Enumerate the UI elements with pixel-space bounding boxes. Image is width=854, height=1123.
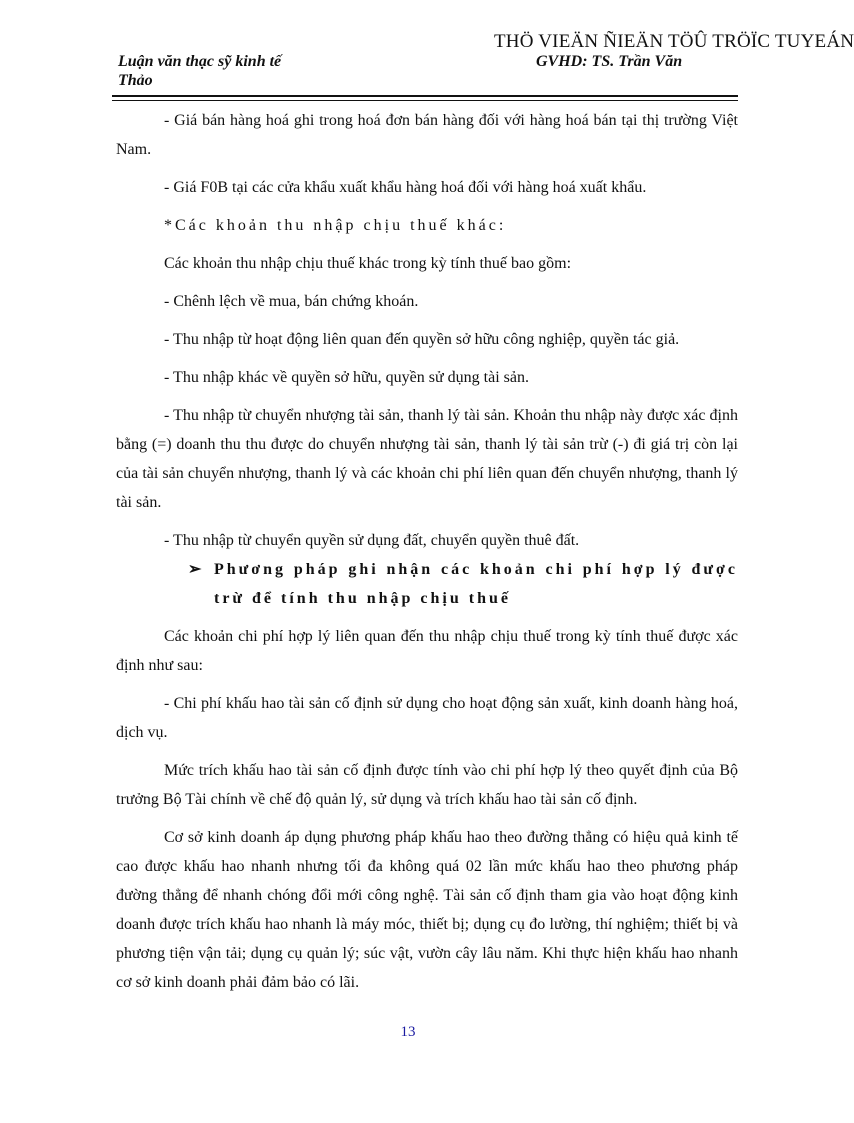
paragraph: Các khoản thu nhập chịu thuế khác trong kỳ tính thuế bao gồm:: [164, 255, 572, 272]
arrow-bullet-icon: ➢: [188, 561, 202, 578]
paragraph: - Giá F0B tại các cửa khẩu xuất khẩu hàng hoá đối với hàng hoá xuất khẩu.: [164, 179, 647, 196]
header-rule-thin: [112, 100, 738, 101]
header-rule-thick: [112, 95, 738, 97]
header-left: [118, 52, 281, 90]
header-thesis-title: Luận văn thạc sỹ kinh tế: [118, 53, 282, 70]
header-supervisor: GVHD: TS. Trần Văn: [536, 53, 683, 70]
paragraph: - Giá bán hàng hoá ghi trong hoá đơn bán hàng đối với hàng hoá bán tại thị trường Việt Nam.: [116, 112, 738, 158]
section-heading-text: Phương pháp ghi nhận các khoản chi phí hợp lý được trừ để tính thu nhập chịu thuế: [214, 561, 738, 607]
watermark-text: THÖ VIEÄN ÑIEÄN TÖÛ TRÖÏC TUYEÁN: [494, 31, 854, 52]
page-number: 13: [400, 1024, 416, 1040]
header-author-name: Thảo: [118, 72, 153, 89]
paragraph: - Thu nhập khác về quyền sở hữu, quyền sử dụng tài sản.: [164, 369, 529, 386]
paragraph: - Chi phí khấu hao tài sản cố định sử dụng cho hoạt động sản xuất, kinh doanh hàng hoá, dịch vụ.: [116, 695, 738, 741]
paragraph: - Thu nhập từ hoạt động liên quan đến quyền sở hữu công nghiệp, quyền tác giả.: [164, 331, 680, 348]
section-heading: [116, 555, 738, 613]
paragraph: Mức trích khấu hao tài sản cố định được tính vào chi phí hợp lý theo quyết định của Bộ trưởng Bộ Tài chính về chế độ quản lý, sử dụng và trích khấu hao tài sản cố định.: [116, 762, 738, 808]
paragraph: Cơ sở kinh doanh áp dụng phương pháp khấu hao theo đường thẳng có hiệu quả kinh tế cao được khấu hao nhanh nhưng tối đa không quá 02 lần mức khấu hao theo phương pháp đường thẳng để nhanh chóng đổi mới công nghệ. Tài sản cố định tham gia vào hoạt động kinh doanh được trích khấu hao nhanh là máy móc, thiết bị; dụng cụ đo lường, thí nghiệm; thiết bị và phương tiện vận tải; dụng cụ quản lý; súc vật, vườn cây lâu năm. Khi thực hiện khấu hao nhanh cơ sở kinh doanh phải đảm bảo có lãi.: [116, 829, 738, 991]
section-label: *Các khoản thu nhập chịu thuế khác:: [164, 217, 507, 234]
paragraph: - Chênh lệch về mua, bán chứng khoán.: [164, 293, 419, 310]
paragraph: - Thu nhập từ chuyển quyền sử dụng đất, chuyển quyền thuê đất.: [164, 532, 580, 549]
paragraph: Các khoản chi phí hợp lý liên quan đến thu nhập chịu thuế trong kỳ tính thuế được xác định như sau:: [116, 628, 738, 674]
page-body: [116, 106, 738, 997]
paragraph: - Thu nhập từ chuyển nhượng tài sản, thanh lý tài sản. Khoản thu nhập này được xác định bằng (=) doanh thu thu được do chuyển nhượng tài sản, thanh lý tài sản trừ (-) đi giá trị còn lại của tài sản chuyển nhượng, thanh lý và các khoản chi phí liên quan đến chuyển nhượng, thanh lý tài sản.: [116, 407, 738, 511]
